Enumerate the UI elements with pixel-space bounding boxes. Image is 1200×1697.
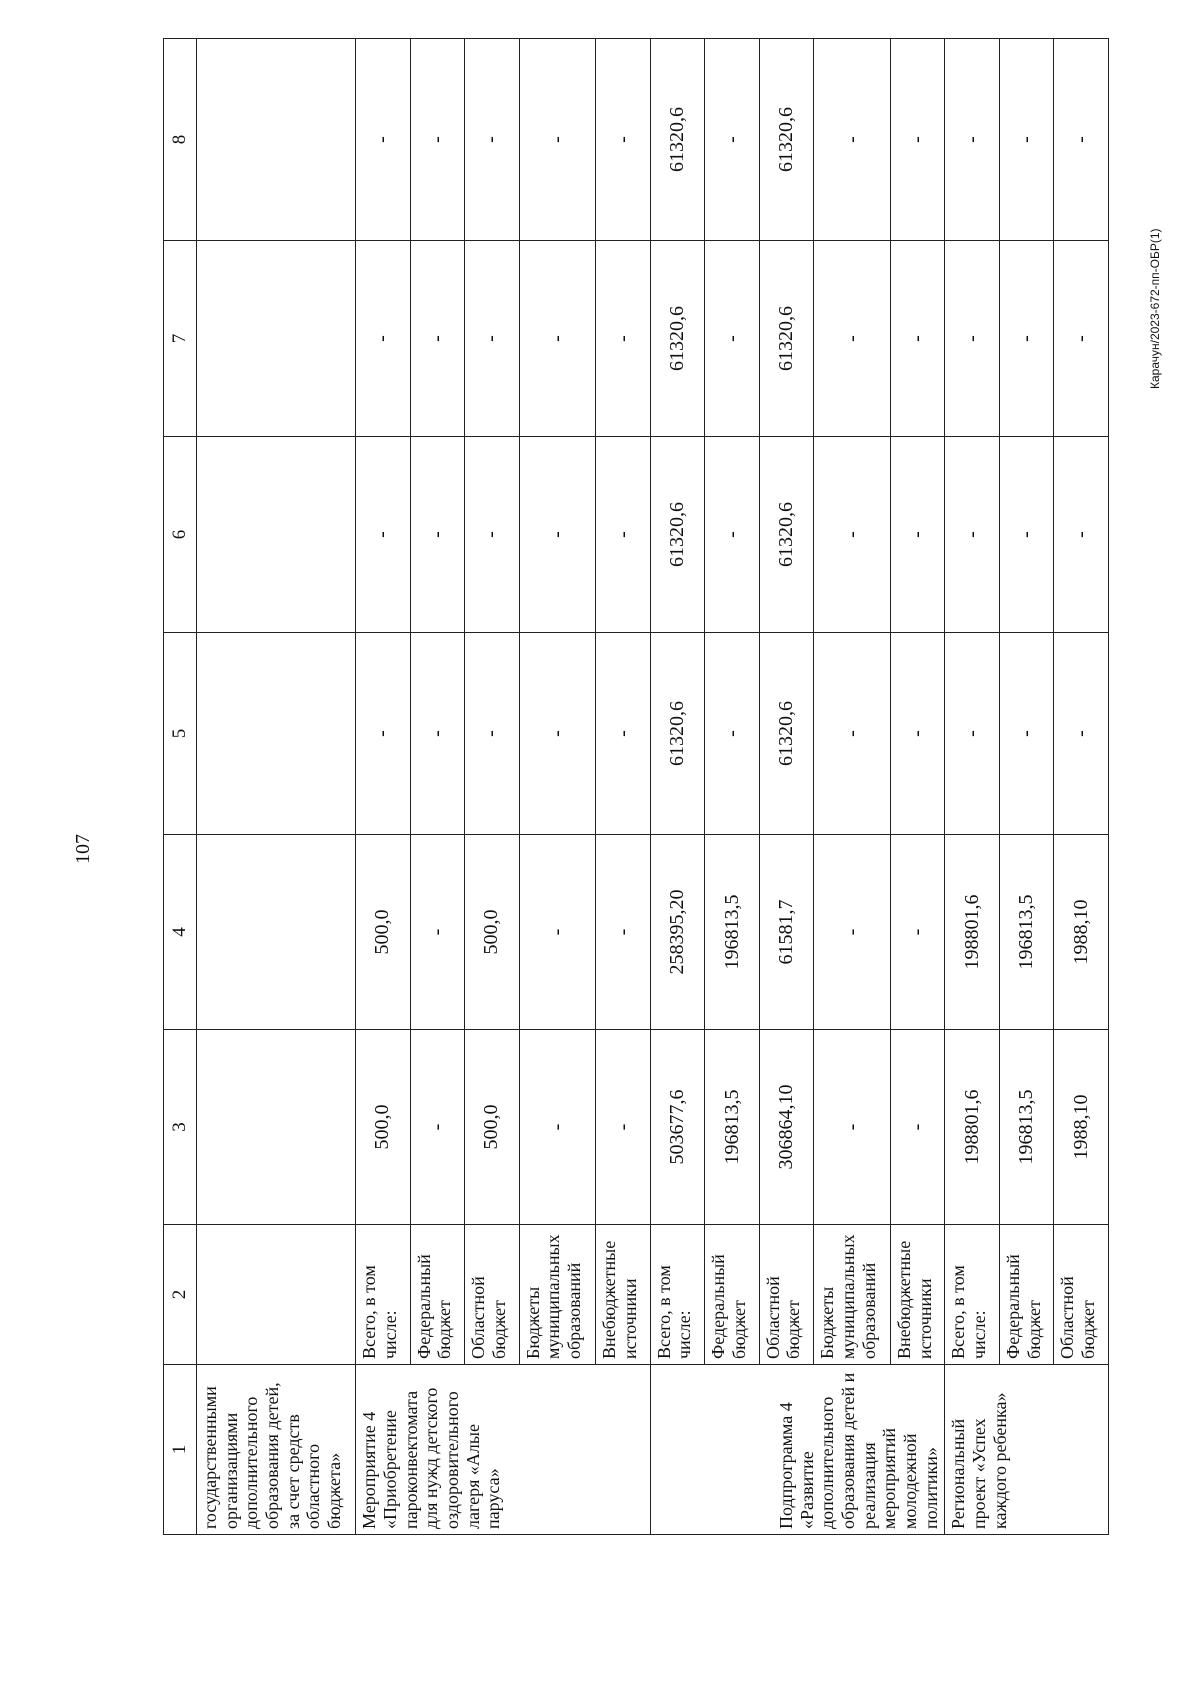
value-cell: - [519, 1030, 596, 1225]
value-cell: - [519, 835, 596, 1030]
value-cell: - [814, 835, 891, 1030]
value-cell: - [814, 39, 891, 241]
value-cell: - [410, 437, 465, 633]
table-row [596, 39, 651, 1535]
value-cell: - [1054, 39, 1109, 241]
table-row [814, 39, 891, 1535]
value-cell: - [1054, 241, 1109, 437]
value-cell: - [465, 39, 520, 241]
value-cell: 196813,5 [705, 835, 760, 1030]
empty-cell [197, 1225, 356, 1365]
value-cell: 61320,6 [759, 633, 814, 835]
value-cell: - [705, 39, 760, 241]
header-cell: 7 [164, 241, 197, 437]
value-cell: - [705, 241, 760, 437]
value-cell: - [356, 633, 411, 835]
value-cell: - [945, 633, 1000, 835]
group-name-cell: Мероприятие 4 «Приобретение пароконвектомата для нужд детского оздоровительного лагеря «Алые паруса» [356, 1365, 651, 1535]
value-cell: - [945, 241, 1000, 437]
value-cell: - [410, 1030, 465, 1225]
header-cell: 5 [164, 633, 197, 835]
value-cell: - [945, 39, 1000, 241]
value-cell: 500,0 [465, 835, 520, 1030]
table-row [410, 39, 465, 1535]
value-cell: 61320,6 [650, 633, 705, 835]
value-cell: 61320,6 [759, 39, 814, 241]
value-cell: 500,0 [465, 1030, 520, 1225]
empty-cell [197, 1030, 356, 1225]
table-row [890, 39, 945, 1535]
value-cell: - [705, 437, 760, 633]
header-cell: 2 [164, 1225, 197, 1365]
value-cell: 196813,5 [999, 835, 1054, 1030]
table-row [356, 39, 411, 1535]
header-row [164, 39, 197, 1535]
header-cell: 4 [164, 835, 197, 1030]
document-code: Карачун/2023-672-пп-ОБР(1) [1148, 228, 1162, 389]
value-cell: - [890, 1030, 945, 1225]
page-number: 107 [72, 834, 94, 864]
value-cell: 61320,6 [759, 437, 814, 633]
value-cell: 61320,6 [650, 39, 705, 241]
source-cell: Федеральный бюджет [999, 1225, 1054, 1365]
value-cell: - [1054, 633, 1109, 835]
value-cell: 1988,10 [1054, 1030, 1109, 1225]
value-cell: - [814, 1030, 891, 1225]
source-cell: Федеральный бюджет [410, 1225, 465, 1365]
value-cell: - [890, 241, 945, 437]
value-cell: 61320,6 [759, 241, 814, 437]
value-cell: 196813,5 [705, 1030, 760, 1225]
value-cell: - [999, 633, 1054, 835]
header-cell: 8 [164, 39, 197, 241]
value-cell: - [519, 437, 596, 633]
source-cell: Внебюджетные источники [890, 1225, 945, 1365]
value-cell: - [945, 437, 1000, 633]
value-cell: 500,0 [356, 1030, 411, 1225]
value-cell: 198801,6 [945, 835, 1000, 1030]
value-cell: 61320,6 [650, 437, 705, 633]
value-cell: - [814, 633, 891, 835]
value-cell: 61581,7 [759, 835, 814, 1030]
source-cell: Внебюджетные источники [596, 1225, 651, 1365]
value-cell: - [596, 1030, 651, 1225]
group-name-cell: Подпрограмма 4 «Развитие дополнительного образования детей и реализация мероприятий молодежной политики» [650, 1365, 945, 1535]
value-cell: - [596, 633, 651, 835]
value-cell: - [890, 835, 945, 1030]
value-cell: - [814, 241, 891, 437]
source-cell: Областной бюджет [1054, 1225, 1109, 1365]
value-cell: - [465, 437, 520, 633]
value-cell: - [519, 241, 596, 437]
value-cell: - [356, 241, 411, 437]
table-row [650, 39, 705, 1535]
group-name-cell: Региональный проект «Успех каждого ребенка» [945, 1365, 1109, 1535]
empty-cell [197, 39, 356, 241]
source-cell: Бюджеты муниципальных образований [519, 1225, 596, 1365]
value-cell: - [596, 835, 651, 1030]
value-cell: 306864,10 [759, 1030, 814, 1225]
empty-cell [197, 835, 356, 1030]
table-row [759, 39, 814, 1535]
value-cell: 196813,5 [999, 1030, 1054, 1225]
value-cell: - [410, 835, 465, 1030]
value-cell: - [356, 437, 411, 633]
value-cell: - [890, 39, 945, 241]
source-cell: Всего, в том числе: [650, 1225, 705, 1365]
value-cell: - [410, 241, 465, 437]
table-row [945, 39, 1000, 1535]
value-cell: 500,0 [356, 835, 411, 1030]
header-cell: 1 [164, 1365, 197, 1535]
value-cell: - [596, 39, 651, 241]
value-cell: 1988,10 [1054, 835, 1109, 1030]
value-cell: - [519, 633, 596, 835]
value-cell: - [356, 39, 411, 241]
empty-cell [197, 437, 356, 633]
source-cell: Федеральный бюджет [705, 1225, 760, 1365]
source-cell: Всего, в том числе: [356, 1225, 411, 1365]
value-cell: 198801,6 [945, 1030, 1000, 1225]
value-cell: 61320,6 [650, 241, 705, 437]
value-cell: - [519, 39, 596, 241]
value-cell: - [999, 39, 1054, 241]
value-cell: - [465, 633, 520, 835]
source-cell: Бюджеты муниципальных образований [814, 1225, 891, 1365]
value-cell: - [410, 633, 465, 835]
budget-table [163, 38, 1109, 1535]
table-row [705, 39, 760, 1535]
table-row [197, 39, 356, 1535]
value-cell: - [890, 437, 945, 633]
value-cell: 503677,6 [650, 1030, 705, 1225]
table-row [519, 39, 596, 1535]
empty-cell [197, 633, 356, 835]
continuation-name-cell: государственными организациями дополнительного образования детей, за счет средств областного бюджета» [197, 1365, 356, 1535]
value-cell: - [814, 437, 891, 633]
value-cell: - [999, 437, 1054, 633]
value-cell: - [465, 241, 520, 437]
header-cell: 3 [164, 1030, 197, 1225]
value-cell: - [596, 241, 651, 437]
source-cell: Областной бюджет [759, 1225, 814, 1365]
header-cell: 6 [164, 437, 197, 633]
table-row [999, 39, 1054, 1535]
table-row [1054, 39, 1109, 1535]
value-cell: - [596, 437, 651, 633]
value-cell: - [410, 39, 465, 241]
value-cell: - [890, 633, 945, 835]
source-cell: Областной бюджет [465, 1225, 520, 1365]
source-cell: Всего, в том числе: [945, 1225, 1000, 1365]
value-cell: - [705, 633, 760, 835]
table-row [465, 39, 520, 1535]
value-cell: - [1054, 437, 1109, 633]
empty-cell [197, 241, 356, 437]
value-cell: 258395,20 [650, 835, 705, 1030]
value-cell: - [999, 241, 1054, 437]
